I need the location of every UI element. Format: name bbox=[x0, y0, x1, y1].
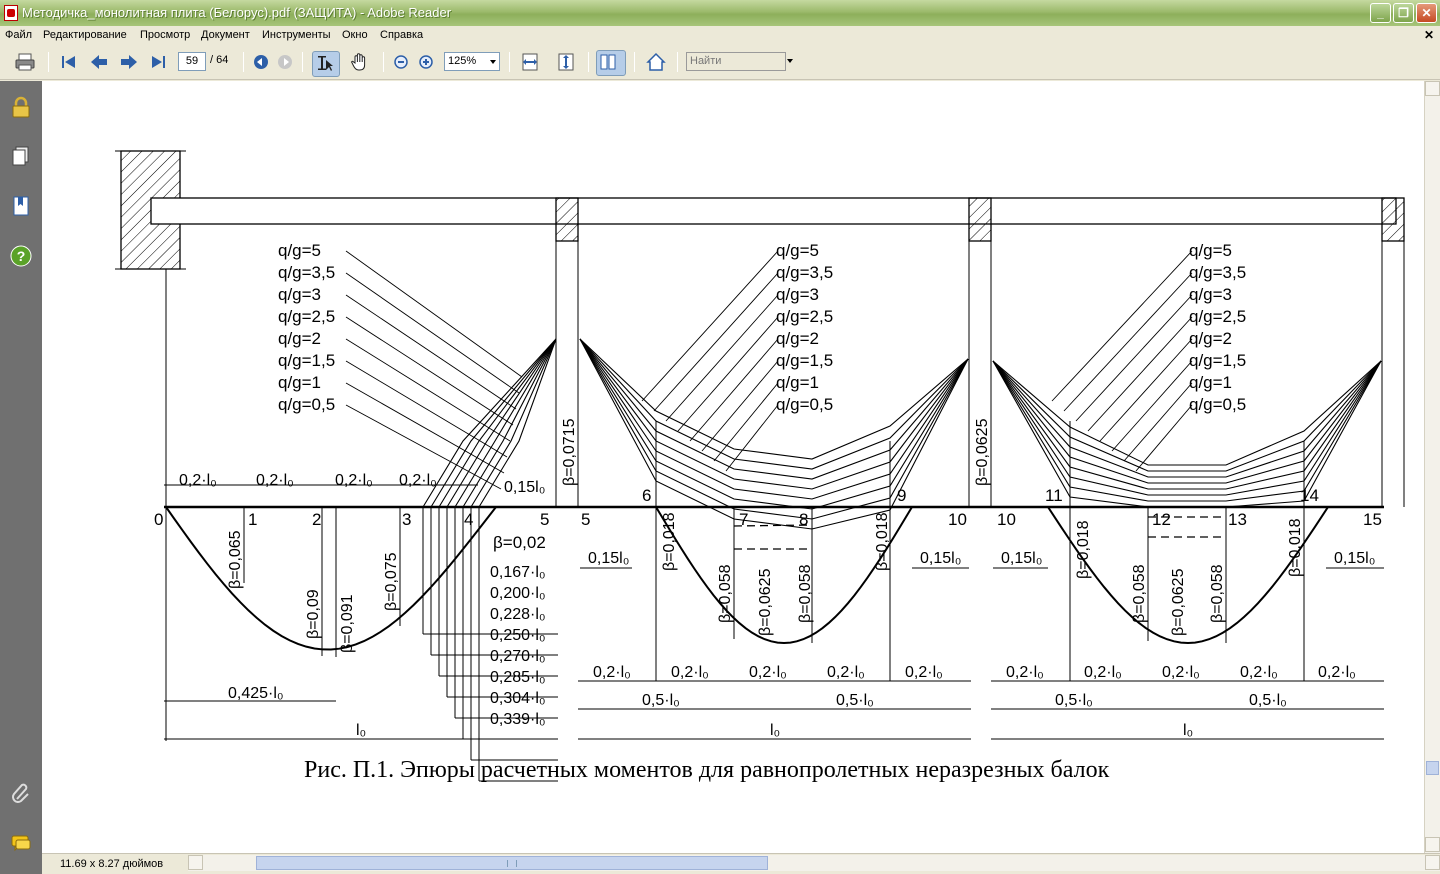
title-bar bbox=[0, 0, 1440, 26]
load-ratio-label: q/g=2 bbox=[278, 329, 322, 348]
find-input[interactable]: Найти bbox=[686, 52, 786, 71]
menu-document[interactable]: Документ bbox=[201, 29, 250, 41]
load-ratio-label: q/g=2,5 bbox=[776, 307, 834, 326]
span3-negative-moment-line bbox=[993, 361, 1381, 489]
load-ratio-label: q/g=2 bbox=[1189, 329, 1233, 348]
lock-icon[interactable] bbox=[9, 95, 33, 119]
span3-negative-moment-line bbox=[993, 361, 1381, 471]
page-size-label: 11.69 x 8.27 дюймов bbox=[60, 858, 164, 870]
menu-edit[interactable]: Редактирование bbox=[43, 29, 127, 41]
span1-max-position-label: 0,425·l₀ bbox=[228, 685, 284, 702]
load-ratio-label: q/g=1,5 bbox=[776, 351, 834, 370]
load-ratio-label: q/g=3 bbox=[278, 285, 322, 304]
support-1 bbox=[556, 198, 578, 241]
load-ratio-label: q/g=3,5 bbox=[1189, 263, 1247, 282]
menu-view[interactable]: Просмотр bbox=[140, 29, 191, 41]
span3-point-label: 12 bbox=[1152, 510, 1171, 529]
home-icon[interactable] bbox=[645, 51, 667, 73]
span2-segment-label: 0,2·l₀ bbox=[905, 664, 943, 681]
span1-length-label: l₀ bbox=[356, 722, 367, 739]
span1-distance-label: 0,285·l₀ bbox=[490, 669, 546, 686]
hand-tool-icon[interactable] bbox=[349, 51, 371, 73]
span3-point-label: 13 bbox=[1228, 510, 1247, 529]
svg-text:?: ? bbox=[16, 248, 26, 264]
pages-icon[interactable] bbox=[9, 144, 33, 168]
attachments-icon[interactable] bbox=[9, 781, 33, 805]
window-title: Методичка_монолитная плита (Белорус).pdf (ЗАЩИТА) - Adobe Reader bbox=[22, 5, 452, 20]
span1-point-label: 2 bbox=[312, 510, 322, 529]
support-beta-label: β=0,0715 bbox=[561, 418, 578, 486]
load-ratio-label: q/g=3,5 bbox=[278, 263, 336, 282]
page-number-input[interactable]: 59 bbox=[178, 52, 206, 71]
span2-length-label: l₀ bbox=[770, 722, 781, 739]
span3-length-label: l₀ bbox=[1183, 722, 1194, 739]
span2-point-label: 8 bbox=[799, 510, 809, 529]
minimize-button[interactable]: _ bbox=[1370, 3, 1391, 23]
load-ratio-label: q/g=1 bbox=[1189, 373, 1233, 392]
span1-beta-zero-label: β=0,02 bbox=[493, 533, 546, 552]
span2-segment-label: 0,2·l₀ bbox=[593, 664, 631, 681]
ratio-leader-line bbox=[690, 339, 778, 441]
fit-width-icon[interactable] bbox=[519, 51, 541, 73]
vertical-scroll-thumb[interactable] bbox=[1426, 761, 1439, 775]
span1-point-label: 3 bbox=[402, 510, 412, 529]
span2-segment-label: 0,2·l₀ bbox=[749, 664, 787, 681]
load-ratio-label: q/g=0,5 bbox=[278, 395, 336, 414]
zoom-select[interactable]: 125% bbox=[444, 52, 500, 71]
load-ratio-label: q/g=1,5 bbox=[1189, 351, 1247, 370]
support-beta-label: β=0,0625 bbox=[974, 418, 991, 486]
span1-distance-label: 0,228·l₀ bbox=[490, 606, 546, 623]
load-ratio-label: q/g=5 bbox=[278, 241, 322, 260]
close-document-icon[interactable]: ✕ bbox=[1423, 28, 1434, 42]
ratio-leader-line bbox=[346, 339, 510, 441]
ratio-leader-line bbox=[642, 251, 778, 401]
ratio-leader-line bbox=[1088, 317, 1192, 431]
status-bar bbox=[42, 853, 1440, 874]
span3-offset-label: 0,15l₀ bbox=[1334, 550, 1376, 567]
ratio-leader-line bbox=[346, 251, 522, 377]
span3-half-label: 0,5·l₀ bbox=[1055, 692, 1093, 709]
page-total: / 64 bbox=[210, 54, 229, 66]
span1-beta-label: β=0,075 bbox=[383, 552, 400, 611]
figure-caption: Рис. П.1. Эпюры расчетных моментов для равнопролетных неразрезных балок bbox=[304, 757, 1110, 783]
span1-segment-label: 0,2·l₀ bbox=[399, 472, 437, 489]
span3-segment-label: 0,2·l₀ bbox=[1240, 664, 1278, 681]
span1-beta-label: β=0,09 bbox=[305, 589, 322, 639]
horizontal-scrollbar[interactable] bbox=[188, 855, 1440, 871]
menu-help[interactable]: Справка bbox=[380, 29, 424, 41]
scroll-up-icon[interactable] bbox=[1425, 81, 1440, 96]
load-ratio-label: q/g=3,5 bbox=[776, 263, 834, 282]
span1-point-label: 5 bbox=[540, 510, 550, 529]
ratio-leader-line bbox=[654, 273, 778, 411]
scroll-right-icon[interactable] bbox=[1425, 855, 1440, 870]
span1-distance-label: 0,270·l₀ bbox=[490, 648, 546, 665]
load-ratio-label: q/g=2,5 bbox=[1189, 307, 1247, 326]
span3-beta-label: β=0,018 bbox=[1075, 520, 1092, 579]
load-ratio-label: q/g=1 bbox=[278, 373, 322, 392]
span2-point-label: 9 bbox=[897, 486, 907, 505]
span2-point-label: 6 bbox=[642, 486, 652, 505]
close-button[interactable]: ✕ bbox=[1416, 3, 1437, 23]
slab-outline bbox=[151, 198, 1396, 224]
scroll-left-icon[interactable] bbox=[188, 855, 203, 870]
span2-beta-label: β=0,018 bbox=[874, 512, 891, 571]
next-page-icon[interactable] bbox=[118, 51, 140, 73]
horizontal-scroll-thumb[interactable] bbox=[256, 856, 768, 870]
print-icon[interactable] bbox=[14, 51, 36, 73]
span2-offset-label: 0,15l₀ bbox=[588, 550, 630, 567]
span3-point-label: 11 bbox=[1045, 486, 1063, 505]
span2-negative-moment-line bbox=[580, 339, 968, 529]
span1-point-label: 4 bbox=[464, 510, 474, 529]
span3-negative-moment-line bbox=[993, 361, 1381, 501]
zoom-in-icon[interactable] bbox=[415, 51, 437, 73]
ratio-leader-line bbox=[1124, 383, 1192, 461]
span2-beta-label: β=0,0625 bbox=[757, 568, 774, 636]
span2-beta-label: β=0,058 bbox=[717, 564, 734, 623]
span3-point-label: 14 bbox=[1300, 486, 1319, 505]
span3-beta-label: β=0,0625 bbox=[1170, 568, 1187, 636]
span1-point-label: 1 bbox=[248, 510, 258, 529]
load-ratio-label: q/g=0,5 bbox=[776, 395, 834, 414]
document-viewport[interactable] bbox=[42, 81, 1424, 853]
scroll-down-icon[interactable] bbox=[1425, 837, 1440, 852]
span2-point-label: 10 bbox=[948, 510, 967, 529]
previous-page-icon[interactable] bbox=[88, 51, 110, 73]
span3-point-label: 10 bbox=[997, 510, 1016, 529]
load-ratio-label: q/g=2 bbox=[776, 329, 820, 348]
span1-segment-label: 0,2·l₀ bbox=[335, 472, 373, 489]
span3-negative-moment-line bbox=[993, 361, 1381, 495]
two-page-view-icon[interactable] bbox=[596, 50, 626, 76]
span2-point-label: 5 bbox=[581, 510, 591, 529]
span3-segment-label: 0,2·l₀ bbox=[1006, 664, 1044, 681]
vertical-scrollbar[interactable] bbox=[1424, 81, 1440, 853]
support-2 bbox=[969, 198, 991, 241]
load-ratio-label: q/g=0,5 bbox=[1189, 395, 1247, 414]
span1-distance-label: 0,250·l₀ bbox=[490, 627, 546, 644]
moment-diagram-figure bbox=[42, 81, 1424, 853]
forward-view-icon bbox=[274, 51, 296, 73]
load-ratio-label: q/g=1,5 bbox=[278, 351, 336, 370]
select-tool-icon[interactable] bbox=[312, 51, 340, 77]
ratio-leader-line bbox=[678, 317, 778, 431]
span2-half-label: 0,5·l₀ bbox=[642, 692, 680, 709]
help-icon[interactable] bbox=[9, 244, 33, 268]
span3-beta-label: β=0,058 bbox=[1131, 564, 1148, 623]
span2-offset-label: 0,15l₀ bbox=[920, 550, 962, 567]
span2-half-label: 0,5·l₀ bbox=[836, 692, 874, 709]
span2-negative-moment-line bbox=[580, 339, 968, 499]
span1-distance-label: 0,339·l₀ bbox=[490, 711, 546, 728]
menu-window[interactable]: Окно bbox=[342, 29, 368, 41]
span1-distance-label: 0,167·l₀ bbox=[490, 564, 546, 581]
ratio-leader-line bbox=[1064, 273, 1192, 411]
zoom-out-icon[interactable] bbox=[390, 51, 412, 73]
support-3 bbox=[1382, 198, 1404, 241]
menu-tools[interactable]: Инструменты bbox=[262, 29, 331, 41]
ratio-leader-line bbox=[346, 383, 504, 473]
ratio-leader-line bbox=[1100, 339, 1192, 441]
span2-point-label: 7 bbox=[739, 510, 749, 529]
ratio-leader-line bbox=[702, 361, 778, 451]
span3-segment-label: 0,2·l₀ bbox=[1162, 664, 1200, 681]
load-ratio-label: q/g=5 bbox=[776, 241, 820, 260]
maximize-button[interactable]: ❐ bbox=[1393, 3, 1414, 23]
span2-segment-label: 0,2·l₀ bbox=[671, 664, 709, 681]
load-ratio-label: q/g=2,5 bbox=[278, 307, 336, 326]
bookmarks-icon[interactable] bbox=[9, 194, 33, 218]
load-ratio-label: q/g=5 bbox=[1189, 241, 1233, 260]
span1-distance-label: 0,304·l₀ bbox=[490, 690, 546, 707]
menu-bar bbox=[0, 26, 1440, 44]
span3-half-label: 0,5·l₀ bbox=[1249, 692, 1287, 709]
load-ratio-label: q/g=3 bbox=[1189, 285, 1233, 304]
back-view-icon[interactable] bbox=[250, 51, 272, 73]
menu-file[interactable]: Файл bbox=[5, 29, 33, 41]
span1-beta-label: β=0,065 bbox=[227, 530, 244, 589]
span1-segment-label: 0,2·l₀ bbox=[256, 472, 294, 489]
span1-segment-label: 0,2·l₀ bbox=[179, 472, 217, 489]
span3-beta-label: β=0,018 bbox=[1287, 518, 1304, 577]
fit-page-icon[interactable] bbox=[555, 51, 577, 73]
navigation-sidebar bbox=[0, 81, 42, 874]
load-ratio-label: q/g=3 bbox=[776, 285, 820, 304]
ratio-leader-line bbox=[1052, 251, 1192, 401]
span1-point-label: 0 bbox=[154, 510, 164, 529]
ratio-leader-line bbox=[346, 361, 507, 457]
span3-beta-label: β=0,058 bbox=[1209, 564, 1226, 623]
ratio-leader-line bbox=[346, 273, 519, 393]
load-ratio-label: q/g=1 bbox=[776, 373, 820, 392]
last-page-icon[interactable] bbox=[147, 51, 169, 73]
span2-negative-moment-line bbox=[580, 339, 968, 489]
span3-segment-label: 0,2·l₀ bbox=[1084, 664, 1122, 681]
span3-offset-label: 0,15l₀ bbox=[1001, 550, 1043, 567]
span2-negative-moment-line bbox=[580, 339, 968, 469]
pdf-app-icon bbox=[4, 5, 18, 21]
span2-beta-label: β=0,058 bbox=[797, 564, 814, 623]
span1-offset-label: 0,15l₀ bbox=[504, 479, 546, 496]
span1-distance-label: 0,200·l₀ bbox=[490, 585, 546, 602]
span2-segment-label: 0,2·l₀ bbox=[827, 664, 865, 681]
span1-beta-label: β=0,091 bbox=[339, 594, 356, 653]
first-page-icon[interactable] bbox=[58, 51, 80, 73]
span3-segment-label: 0,2·l₀ bbox=[1318, 664, 1356, 681]
find-dropdown-icon[interactable] bbox=[787, 59, 793, 66]
comments-icon[interactable] bbox=[9, 831, 33, 855]
ratio-leader-line bbox=[714, 383, 778, 461]
ratio-leader-line bbox=[1112, 361, 1192, 451]
span3-point-label: 15 bbox=[1363, 510, 1382, 529]
span2-beta-label: β=0,018 bbox=[661, 512, 678, 571]
